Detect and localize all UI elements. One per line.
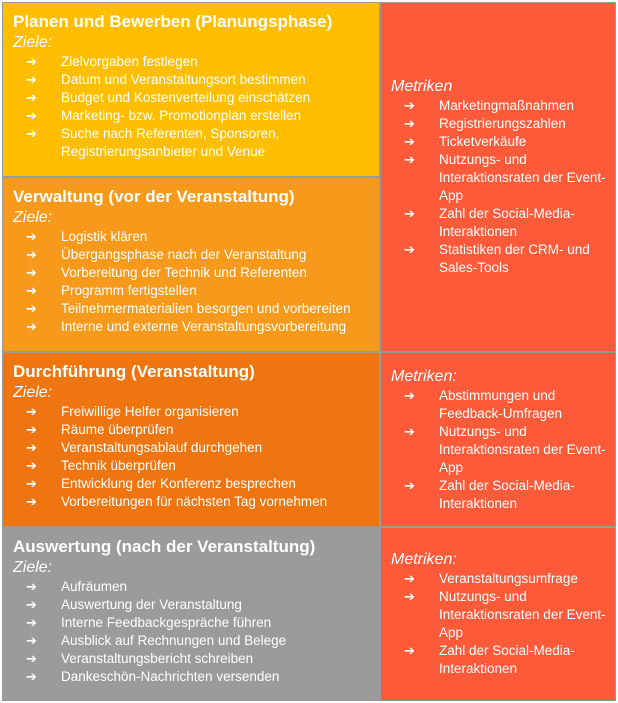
arrow-right-icon: ➔ [26, 615, 37, 630]
arrow-right-icon: ➔ [26, 54, 37, 69]
list-item: ➔ Auswertung der Veranstaltung [26, 597, 242, 612]
list-item: ➔ Budget und Kostenverteilung einschätzen [26, 90, 311, 105]
arrow-right-icon: ➔ [26, 301, 37, 316]
metrics-label: Metriken: [391, 551, 457, 568]
phase-title: Auswertung (nach der Veranstaltung) [13, 537, 316, 556]
metrics-planning-cell [380, 2, 616, 352]
arrow-right-icon: ➔ [404, 643, 415, 658]
arrow-right-icon: ➔ [26, 669, 37, 684]
list-item: ➔ Statistiken der CRM- und Sales-Tools [404, 242, 590, 275]
list-item: ➔ Aufräumen [26, 579, 128, 594]
goals-label: Ziele: [13, 559, 53, 576]
list-item: ➔ Räume überprüfen [26, 422, 174, 437]
list-item: ➔ Logistik klären [26, 229, 148, 244]
list-item: ➔ Programm fertigstellen [26, 283, 197, 298]
list-item: ➔ Datum und Veranstaltungsort bestimmen [26, 72, 306, 87]
list-item: ➔ Vorbereitung der Technik und Referenten [26, 265, 307, 280]
arrow-right-icon: ➔ [26, 72, 37, 87]
arrow-right-icon: ➔ [404, 571, 415, 586]
phase-title: Durchführung (Veranstaltung) [13, 362, 255, 381]
arrow-right-icon: ➔ [26, 651, 37, 666]
list-item: ➔ Vorbereitungen für nächsten Tag vornehmen [26, 494, 328, 509]
arrow-right-icon: ➔ [26, 265, 37, 280]
metrics-label: Metriken: [391, 367, 457, 385]
metrics-label: Metriken [391, 78, 453, 95]
arrow-right-icon: ➔ [404, 423, 415, 439]
arrow-right-icon: ➔ [404, 98, 415, 113]
metrics-list [391, 97, 607, 277]
arrow-right-icon: ➔ [404, 477, 415, 493]
list-item: ➔ Suche nach Referenten, Sponsoren, Registrierungsanbieter und Venue [26, 126, 280, 159]
list-item: ➔ Nutzungs- und Interaktionsraten der Event-App [404, 589, 606, 640]
metrics-list [391, 570, 607, 678]
arrow-right-icon: ➔ [404, 387, 415, 403]
arrow-right-icon: ➔ [26, 247, 37, 262]
list-item: ➔ Dankeschön-Nachrichten versenden [26, 669, 280, 684]
arrow-right-icon: ➔ [26, 633, 37, 648]
list-item: ➔ Zahl der Social-Media-Interaktionen [404, 206, 575, 239]
list-item: ➔ Übergangsphase nach der Veranstaltung [26, 247, 307, 262]
list-item: ➔ Marketingmaßnahmen [404, 98, 575, 113]
list-item: ➔ Veranstaltungsumfrage [404, 571, 578, 586]
arrow-right-icon: ➔ [404, 206, 415, 221]
arrow-right-icon: ➔ [26, 283, 37, 298]
arrow-right-icon: ➔ [26, 404, 37, 419]
phase-planning-cell [2, 2, 380, 177]
list-item: ➔ Zielvorgaben festlegen [26, 54, 198, 69]
list-item: ➔ Veranstaltungsbericht schreiben [26, 651, 254, 666]
list-item: ➔ Ausblick auf Rechnungen und Belege [26, 633, 287, 648]
arrow-right-icon: ➔ [26, 458, 37, 473]
metrics-evaluation-cell [380, 527, 616, 701]
arrow-right-icon: ➔ [404, 589, 415, 604]
phase-evaluation-cell [2, 527, 380, 701]
goals-list [13, 228, 369, 336]
arrow-right-icon: ➔ [404, 134, 415, 149]
list-item: ➔ Entwicklung der Konferenz besprechen [26, 476, 296, 491]
arrow-right-icon: ➔ [26, 476, 37, 491]
phase-title: Verwaltung (vor der Veranstaltung) [13, 187, 295, 206]
arrow-right-icon: ➔ [26, 597, 37, 612]
goals-list [13, 403, 369, 511]
goals-label: Ziele: [13, 34, 53, 51]
goals-label: Ziele: [13, 209, 53, 226]
list-item: ➔ Interne Feedbackgespräche führen [26, 615, 272, 630]
arrow-right-icon: ➔ [26, 319, 37, 334]
arrow-right-icon: ➔ [26, 440, 37, 455]
list-item: ➔ Ticketverkäufe [404, 134, 527, 149]
goals-label: Ziele: [13, 384, 53, 401]
list-item: ➔ Marketing- bzw. Promotionplan erstellen [26, 108, 302, 123]
phase-execution-cell [2, 352, 380, 527]
arrow-right-icon: ➔ [26, 494, 37, 509]
list-item: ➔ Teilnehmermaterialien besorgen und vorbereiten [26, 301, 351, 316]
list-item: ➔ Nutzungs- und Interaktionsraten der Event-App [404, 152, 606, 203]
list-item: ➔ Interne und externe Veranstaltungsvorbereitung [26, 319, 347, 334]
arrow-right-icon: ➔ [404, 242, 415, 257]
arrow-right-icon: ➔ [26, 108, 37, 123]
event-phases-table [2, 2, 616, 701]
list-item: ➔ Abstimmungen und Feedback-Umfragen [404, 387, 563, 421]
metrics-execution-cell [380, 352, 616, 527]
metrics-list [391, 387, 607, 513]
list-item: ➔ Veranstaltungsablauf durchgehen [26, 440, 263, 455]
list-item: ➔ Registrierungszahlen [404, 116, 566, 131]
list-item: ➔ Nutzungs- und Interaktionsraten der Event-App [404, 423, 606, 475]
arrow-right-icon: ➔ [404, 152, 415, 167]
list-item: ➔ Technik überprüfen [26, 458, 176, 473]
phase-title: Planen und Bewerben (Planungsphase) [13, 12, 333, 31]
arrow-right-icon: ➔ [26, 90, 37, 105]
arrow-right-icon: ➔ [26, 422, 37, 437]
list-item: ➔ Zahl der Social-Media-Interaktionen [404, 643, 575, 676]
phase-administration-cell [2, 177, 380, 352]
goals-list [13, 53, 369, 161]
list-item: ➔ Freiwillige Helfer organisieren [26, 404, 239, 419]
arrow-right-icon: ➔ [26, 126, 37, 141]
arrow-right-icon: ➔ [26, 579, 37, 594]
arrow-right-icon: ➔ [404, 116, 415, 131]
goals-list [13, 578, 369, 686]
list-item: ➔ Zahl der Social-Media-Interaktionen [404, 477, 575, 511]
arrow-right-icon: ➔ [26, 229, 37, 244]
